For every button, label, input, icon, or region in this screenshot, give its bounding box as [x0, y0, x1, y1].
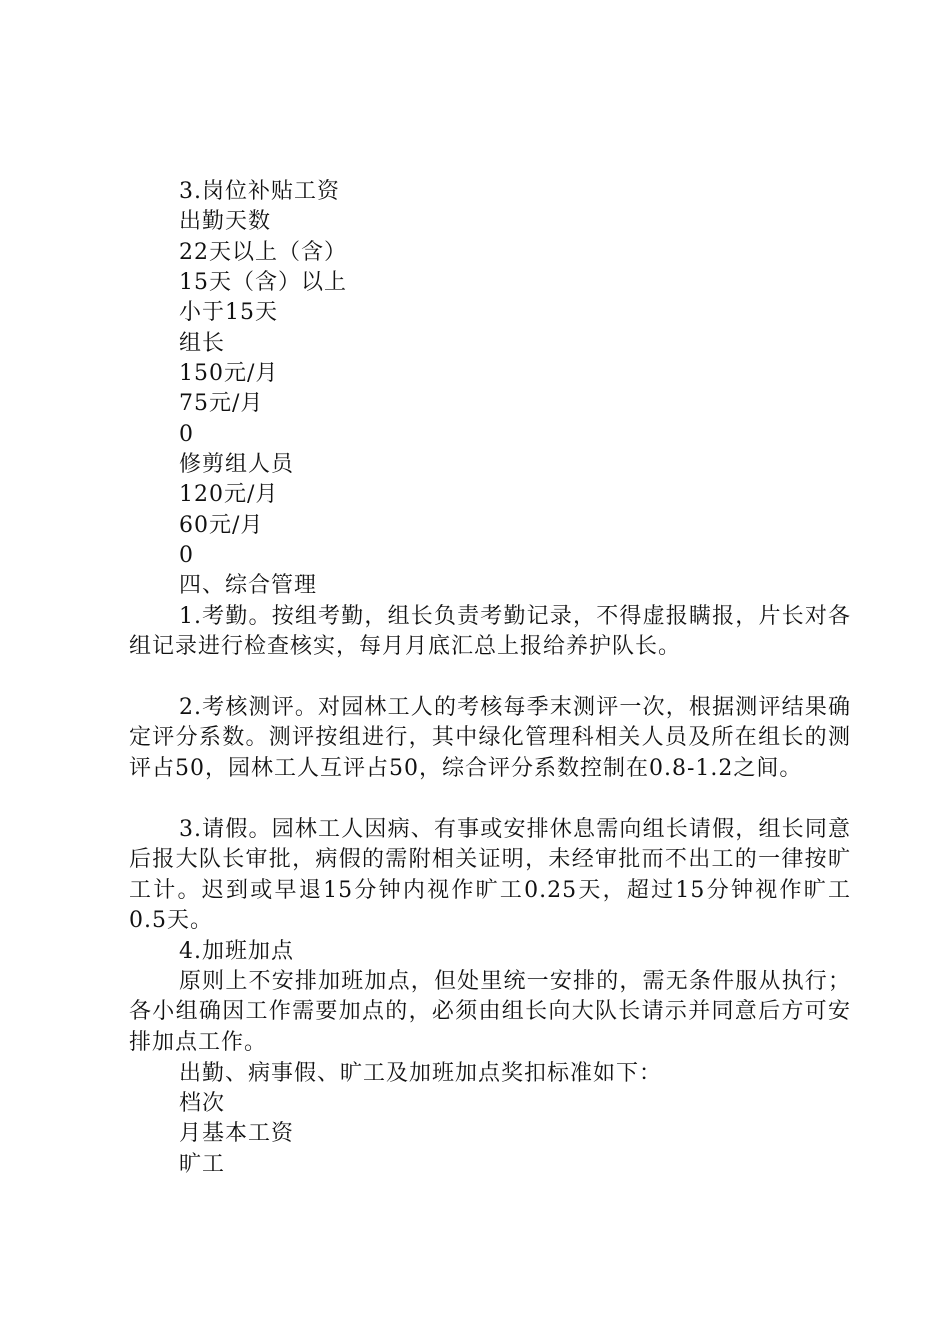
- table-header-base-wage: 月基本工资: [179, 1121, 295, 1146]
- standards-intro: 出勤、病事假、旷工及加班加点奖扣标准如下：: [179, 1061, 663, 1086]
- section-heading-management: 四、综合管理: [179, 573, 318, 598]
- table-cell-staff-0: 0: [179, 543, 194, 568]
- paragraph-leave: 3.请假。园林工人因病、有事或安排休息需向组长请假，组长同意后报大队长审批，病假的需附相关证明，未经审批而不出工的一律按旷工计。迟到或早退15分钟内视作旷工0.25天，超过15分钟视作旷工0.5天。: [129, 817, 851, 933]
- section-title-post-allowance: 3.岗位补贴工资: [179, 179, 340, 204]
- paragraph-overtime: 原则上不安排加班加点，但处里统一安排的，需无条件服从执行；各小组确因工作需要加点的，必须由组长向大队长请示并同意后方可安排加点工作。: [129, 969, 851, 1055]
- table-cell-under-15-days: 小于15天: [179, 300, 278, 325]
- table-cell-attendance-days: 出勤天数: [179, 209, 272, 234]
- table-cell-staff-120: 120元/月: [179, 482, 279, 507]
- overtime-title: 4.加班加点: [179, 939, 294, 964]
- table-cell-group-leader: 组长: [179, 331, 226, 356]
- table-cell-pruning-staff: 修剪组人员: [179, 452, 295, 477]
- table-cell-leader-75: 75元/月: [179, 391, 264, 416]
- table-cell-leader-0: 0: [179, 422, 194, 447]
- table-header-absence: 旷工: [179, 1152, 226, 1177]
- table-header-grade: 档次: [179, 1091, 226, 1116]
- paragraph-attendance: 1.考勤。按组考勤，组长负责考勤记录，不得虚报瞒报，片长对各组记录进行检查核实，每月月底汇总上报给养护队长。: [129, 604, 851, 660]
- table-cell-15-days: 15天（含）以上: [179, 270, 347, 295]
- table-cell-22-days: 22天以上（含）: [179, 240, 347, 265]
- paragraph-evaluation: 2.考核测评。对园林工人的考核每季末测评一次，根据测评结果确定评分系数。测评按组进行，其中绿化管理科相关人员及所在组长的测评占50，园林工人互评占50，综合评分系数控制在0.8-1.2之间。: [129, 695, 851, 781]
- table-cell-staff-60: 60元/月: [179, 513, 264, 538]
- table-cell-leader-150: 150元/月: [179, 361, 279, 386]
